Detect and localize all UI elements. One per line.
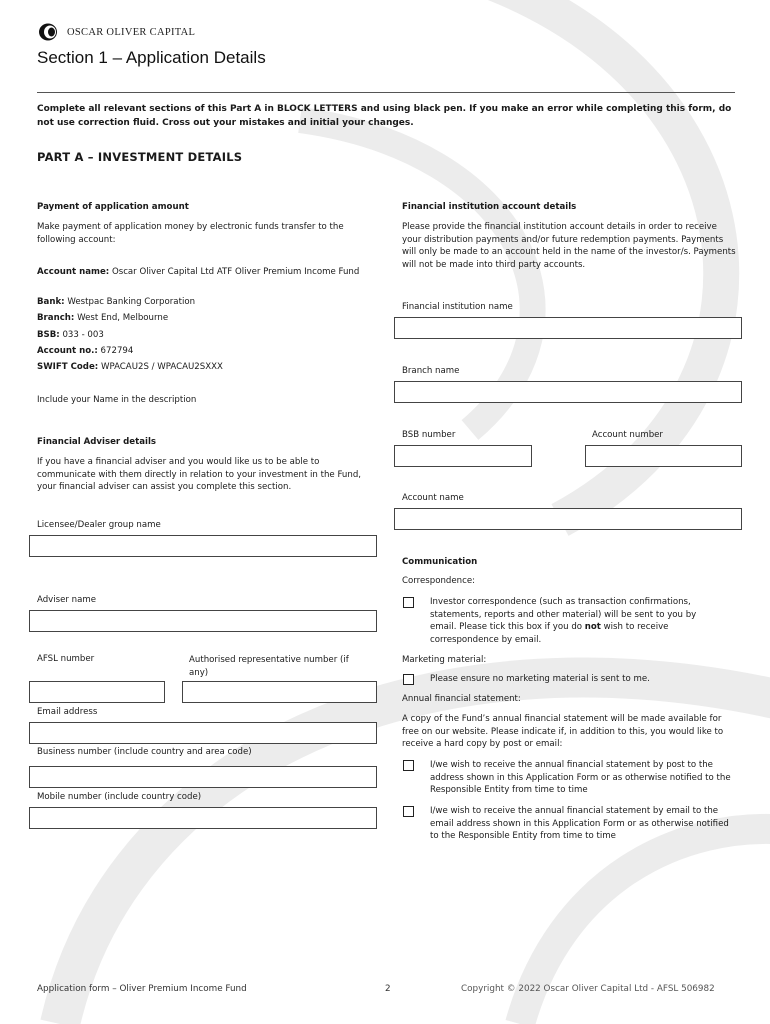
correspondence-label: Correspondence:: [402, 576, 476, 586]
adviser-heading: Financial Adviser details: [37, 437, 157, 447]
correspondence-text: [430, 596, 720, 646]
afsl-field[interactable]: [29, 681, 165, 703]
logo: [37, 22, 195, 42]
logo-mark-icon: [37, 22, 63, 42]
adviser-text: If you have a financial adviser and you would like us to be able to communicate with them directly in relation to your investment in the Fund, your financial adviser can assist you complete this section.: [37, 457, 362, 493]
correspondence-text-bold: not: [584, 622, 601, 633]
annual-statement-label: Annual financial statement:: [402, 694, 521, 704]
fi-account-name-field[interactable]: [394, 508, 742, 530]
title-divider: [37, 92, 735, 93]
email-label: Email address: [37, 707, 98, 717]
marketing-text: Please ensure no marketing material is sent to me.: [430, 674, 650, 684]
swift-label: SWIFT Code:: [37, 362, 99, 372]
annual-statement-post-text: I/we wish to receive the annual financial statement by post to the address shown in this Application Form or as otherwise notified to the Responsible Entity from time to time: [430, 760, 731, 796]
communication-heading: Communication: [402, 557, 478, 567]
fi-name-field[interactable]: [394, 317, 742, 339]
payment-note: Include your Name in the description: [37, 395, 197, 405]
adviser-name-label: Adviser name: [37, 595, 97, 605]
branch-line: [37, 312, 168, 325]
payment-text: Make payment of application money by electronic funds transfer to the following account:: [37, 222, 344, 245]
email-field[interactable]: [29, 722, 377, 744]
fi-branch-label: Branch name: [402, 366, 460, 376]
afsl-label: AFSL number: [37, 654, 95, 664]
marketing-opt-out-checkbox[interactable]: [403, 674, 414, 685]
fi-account-name-label: Account name: [402, 493, 464, 503]
annual-statement-text: A copy of the Fund’s annual financial statement will be made available for free on our website. Please indicate if, in addition to this, you would like to receive a hard copy by post or email:: [402, 714, 724, 750]
bsb-line: [37, 329, 104, 342]
bsb-label: BSB:: [37, 330, 60, 340]
fi-account-number-field[interactable]: [585, 445, 742, 467]
branch-value: West End, Melbourne: [77, 313, 169, 323]
account-name-label: Account name:: [37, 267, 110, 277]
annual-statement-post-checkbox[interactable]: [403, 760, 414, 771]
auth-rep-label: Authorised representative number (if any): [189, 655, 349, 678]
fi-bsb-field[interactable]: [394, 445, 532, 467]
bsb-value: 033 - 003: [62, 330, 104, 340]
fi-bsb-label: BSB number: [402, 430, 456, 440]
adviser-name-field[interactable]: [29, 610, 377, 632]
correspondence-text-pre: Investor correspondence (such as transaction confirmations, statements, reports and other material) will be sent to you by email. Please tick this box if you do: [430, 597, 697, 633]
licensee-label: Licensee/Dealer group name: [37, 520, 161, 530]
mobile-number-label: Mobile number (include country code): [37, 792, 202, 802]
annual-statement-email-checkbox[interactable]: [403, 806, 414, 817]
footer-form-name: Application form – Oliver Premium Income Fund: [37, 984, 247, 994]
mobile-number-field[interactable]: [29, 807, 377, 829]
business-number-field[interactable]: [29, 766, 377, 788]
bank-label: Bank:: [37, 297, 65, 307]
footer-copyright: Copyright © 2022 Oscar Oliver Capital Ltd - AFSL 506982: [461, 984, 715, 994]
correspondence-opt-out-checkbox[interactable]: [403, 597, 414, 608]
logo-text: OSCAR OLIVER CAPITAL: [67, 26, 196, 38]
business-number-label: Business number (include country and area code): [37, 747, 252, 757]
payment-heading: Payment of application amount: [37, 202, 189, 212]
swift-line: [37, 361, 223, 374]
account-name-value: Oscar Oliver Capital Ltd ATF Oliver Premium Income Fund: [111, 267, 360, 277]
licensee-field[interactable]: [29, 535, 377, 557]
intro-instructions: Complete all relevant sections of this Part A in BLOCK LETTERS and using black pen. If you make an error while completing this form, do not use correction fluid. Cross out your mistakes and initial your changes.: [37, 104, 732, 128]
part-a-heading: PART A – INVESTMENT DETAILS: [37, 150, 243, 164]
bank-value: Westpac Banking Corporation: [67, 297, 196, 307]
branch-label: Branch:: [37, 313, 75, 323]
bank-line: [37, 296, 195, 309]
swift-value: WPACAU2S / WPACAU2SXXX: [100, 362, 223, 372]
marketing-label: Marketing material:: [402, 655, 487, 665]
page-title: Section 1 – Application Details: [37, 48, 266, 67]
fi-branch-field[interactable]: [394, 381, 742, 403]
annual-statement-email-text: I/we wish to receive the annual financial statement by email to the email address shown in this Application Form or as otherwise notified to the Responsible Entity from time to time: [430, 806, 729, 842]
correspondence-text-post: wish to receive correspondence by email.: [430, 622, 669, 645]
fi-account-number-label: Account number: [592, 430, 663, 440]
auth-rep-field[interactable]: [182, 681, 377, 703]
account-no-line: [37, 345, 133, 358]
page-number: 2: [385, 984, 391, 994]
fi-heading: Financial institution account details: [402, 202, 577, 212]
account-no-value: 672794: [100, 346, 134, 356]
fi-text: Please provide the financial institution account details in order to receive your distribution payments and/or future redemption payments. Payments will only be made to an account held in the name of the investor/s. Payments will not be made into third party accounts.: [402, 222, 736, 270]
account-name-line: [37, 266, 372, 279]
account-no-label: Account no.:: [37, 346, 98, 356]
fi-name-label: Financial institution name: [402, 302, 513, 312]
